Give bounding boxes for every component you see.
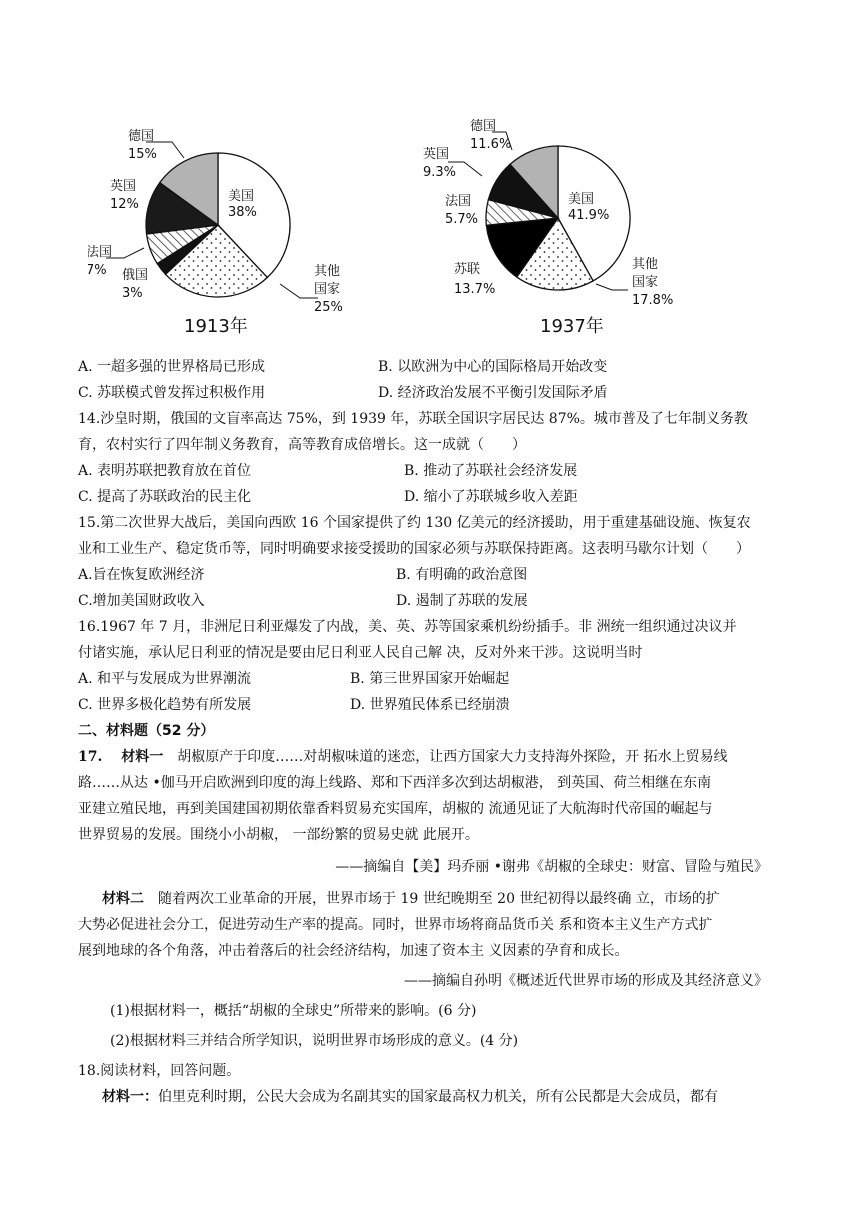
q16-option-a: A. 和平与发展成为世界潮流 — [78, 671, 252, 687]
pie-charts-figure — [88, 110, 678, 345]
q15-option-b: B. 有明确的政治意图 — [396, 567, 528, 583]
pie-chart-1913 — [146, 153, 290, 297]
q17-material1-line3: 亚建立殖民地，再到美国建国初期依靠香料贸易充实国库，胡椒的 流通见证了大航海时代帝国的崛起与 — [78, 801, 713, 817]
pie-charts-svg — [88, 110, 678, 345]
q17-material2-line2: 大势必促进社会分工，促进劳动生产率的提高。同时，世界市场将商品货币关 系和资本主义生产方式扩 — [78, 917, 713, 933]
label-uk-1937: 英国 — [423, 147, 450, 162]
q18-material1-text1: 伯里克利时期，公民大会成为名副其实的国家最高权力机关，所有公民都是大会成员，都有 — [158, 1089, 718, 1105]
q18-stem: 18.阅读材料，回答问题。 — [78, 1063, 241, 1079]
pct-fr-1913: 7% — [88, 263, 107, 278]
pct-su-1937: 13.7% — [454, 282, 496, 297]
label-us-1937: 美国 — [568, 192, 595, 207]
q17-material1-source: ——摘编自【美】玛乔丽 •谢弗《胡椒的全球史：财富、冒险与殖民》 — [335, 859, 768, 875]
pct-fr-1937: 5.7% — [445, 212, 479, 227]
q15-stem-line2: 业和工业生产、稳定货币等，同时明确要求接受援助的国家必须与苏联保持距离。这表明马歇尔计划（ ） — [78, 541, 750, 557]
q16-stem-line2: 付诸实施，承认尼日利亚的情况是要由尼日利亚人民自己解 决，反对外来干涉。这说明当时 — [78, 645, 643, 661]
q15-option-a: A.旨在恢复欧洲经济 — [78, 567, 205, 583]
pct-uk-1913: 12% — [110, 197, 139, 212]
pct-ru-1913: 3% — [122, 286, 143, 301]
label-de-1913: 德国 — [128, 129, 155, 144]
pct-other-1913: 25% — [314, 300, 343, 315]
q16-option-c: C. 世界多极化趋势有所发展 — [78, 697, 252, 713]
q17-subquestion-2: (2)根据材料三并结合所学知识，说明世界市场形成的意义。(4 分) — [110, 1033, 519, 1049]
q17-material1-label: 17. 材料一 — [78, 749, 164, 765]
q16-option-b: B. 第三世界国家开始崛起 — [350, 671, 510, 687]
label-us-1913: 美国 — [228, 189, 255, 204]
q17-material1-line4: 世界贸易的发展。围绕小小胡椒， 一部纷繁的贸易史就 此展开。 — [78, 827, 479, 843]
q17-material2-source: ——摘编自孙明《概述近代世界市场的形成及其经济意义》 — [404, 973, 768, 989]
pct-us-1937: 41.9% — [568, 208, 610, 223]
pct-other-1937: 17.8% — [632, 293, 674, 308]
q14-option-a: A. 表明苏联把教育放在首位 — [78, 463, 252, 479]
q14-option-b: B. 推动了苏联社会经济发展 — [404, 463, 578, 479]
pct-de-1913: 15% — [128, 147, 157, 162]
q13-option-d: D. 经济政治发展不平衡引发国际矛盾 — [378, 385, 608, 401]
q17-material2-label: 材料二 — [102, 891, 144, 907]
q13-option-b: B. 以欧洲为中心的国际格局开始改变 — [378, 359, 608, 375]
label-other-1913-a: 其他 — [314, 264, 341, 279]
label-fr-1913: 法国 — [88, 245, 113, 260]
q13-options-row2 — [78, 380, 778, 406]
label-uk-1913: 英国 — [110, 179, 137, 194]
q16-option-d: D. 世界殖民体系已经崩溃 — [350, 697, 510, 713]
label-other-1937-a: 其他 — [632, 257, 659, 272]
q13-option-c: C. 苏联模式曾发挥过积极作用 — [78, 385, 266, 401]
q17-subquestion-1: (1)根据材料一，概括“胡椒的全球史”所带来的影响。(6 分) — [110, 1003, 477, 1019]
q17-material2-text1: 随着两次工业革命的开展，世界市场于 19 世纪晚期至 20 世纪初得以最终确 立，市场的扩 — [144, 891, 720, 907]
q14-stem-line2: 育，农村实行了四年制义务教育，高等教育成倍增长。这一成就（ ） — [78, 437, 526, 453]
pct-uk-1937: 9.3% — [423, 165, 457, 180]
q16-options-row2 — [78, 692, 778, 718]
q18-material1-label: 材料一： — [102, 1089, 158, 1105]
q14-option-c: C. 提高了苏联政治的民主化 — [78, 489, 252, 505]
section-two-heading: 二、材料题（52 分） — [78, 723, 215, 739]
q15-options-row2 — [78, 588, 778, 614]
q15-options-row1 — [78, 562, 778, 588]
q17-material1-text1: 胡椒原产于印度……对胡椒味道的迷恋，让西方国家大力支持海外探险，开 拓水上贸易线 — [163, 749, 728, 765]
q15-option-d: D. 遏制了苏联的发展 — [396, 593, 528, 609]
q17-material1-line1 — [78, 744, 778, 770]
pct-de-1937: 11.6% — [470, 137, 512, 152]
q17-material1-line2: 路……从达 •伽马开启欧洲到印度的海上线路、郑和下西洋多次到达胡椒港， 到英国、荷兰相继在东南 — [78, 775, 712, 791]
label-ru-1913: 俄国 — [122, 268, 149, 283]
label-de-1937: 德国 — [470, 119, 497, 134]
q14-stem-line1: 14.沙皇时期，俄国的文盲率高达 75%，到 1939 年，苏联全国识字居民达 87%。城市普及了七年制义务教 — [78, 411, 748, 427]
question-content — [78, 354, 778, 1110]
q17-material2-line3: 展到地球的各个角落，冲击着落后的社会经济结构，加速了资本主 义因素的孕育和成长。 — [78, 943, 629, 959]
label-other-1937-b: 国家 — [632, 275, 659, 290]
label-fr-1937: 法国 — [445, 194, 472, 209]
q15-stem-line1: 15.第二次世界大战后，美国向西欧 16 个国家提供了约 130 亿美元的经济援助，用于重建基础设施、恢复农 — [78, 515, 751, 531]
q13-options-row1 — [78, 354, 778, 380]
q14-option-d: D. 缩小了苏联城乡收入差距 — [404, 489, 578, 505]
title-1913: 1913年 — [184, 316, 248, 337]
q16-stem-line1: 16.1967 年 7 月，非洲尼日利亚爆发了内战，美、英、苏等国家乘机纷纷插手。非 洲统一组织通过决议并 — [78, 619, 737, 635]
label-other-1913-b: 国家 — [314, 282, 341, 297]
q15-option-c: C.增加美国财政收入 — [78, 593, 205, 609]
q17-material2-line1 — [78, 886, 778, 912]
q14-options-row1 — [78, 458, 778, 484]
title-1937: 1937年 — [540, 316, 604, 337]
q18-material1-line1 — [78, 1084, 778, 1110]
q13-option-a: A. 一超多强的世界格局已形成 — [78, 359, 266, 375]
label-su-1937: 苏联 — [454, 262, 481, 277]
q16-options-row1 — [78, 666, 778, 692]
q14-options-row2 — [78, 484, 778, 510]
pct-us-1913: 38% — [228, 205, 257, 220]
